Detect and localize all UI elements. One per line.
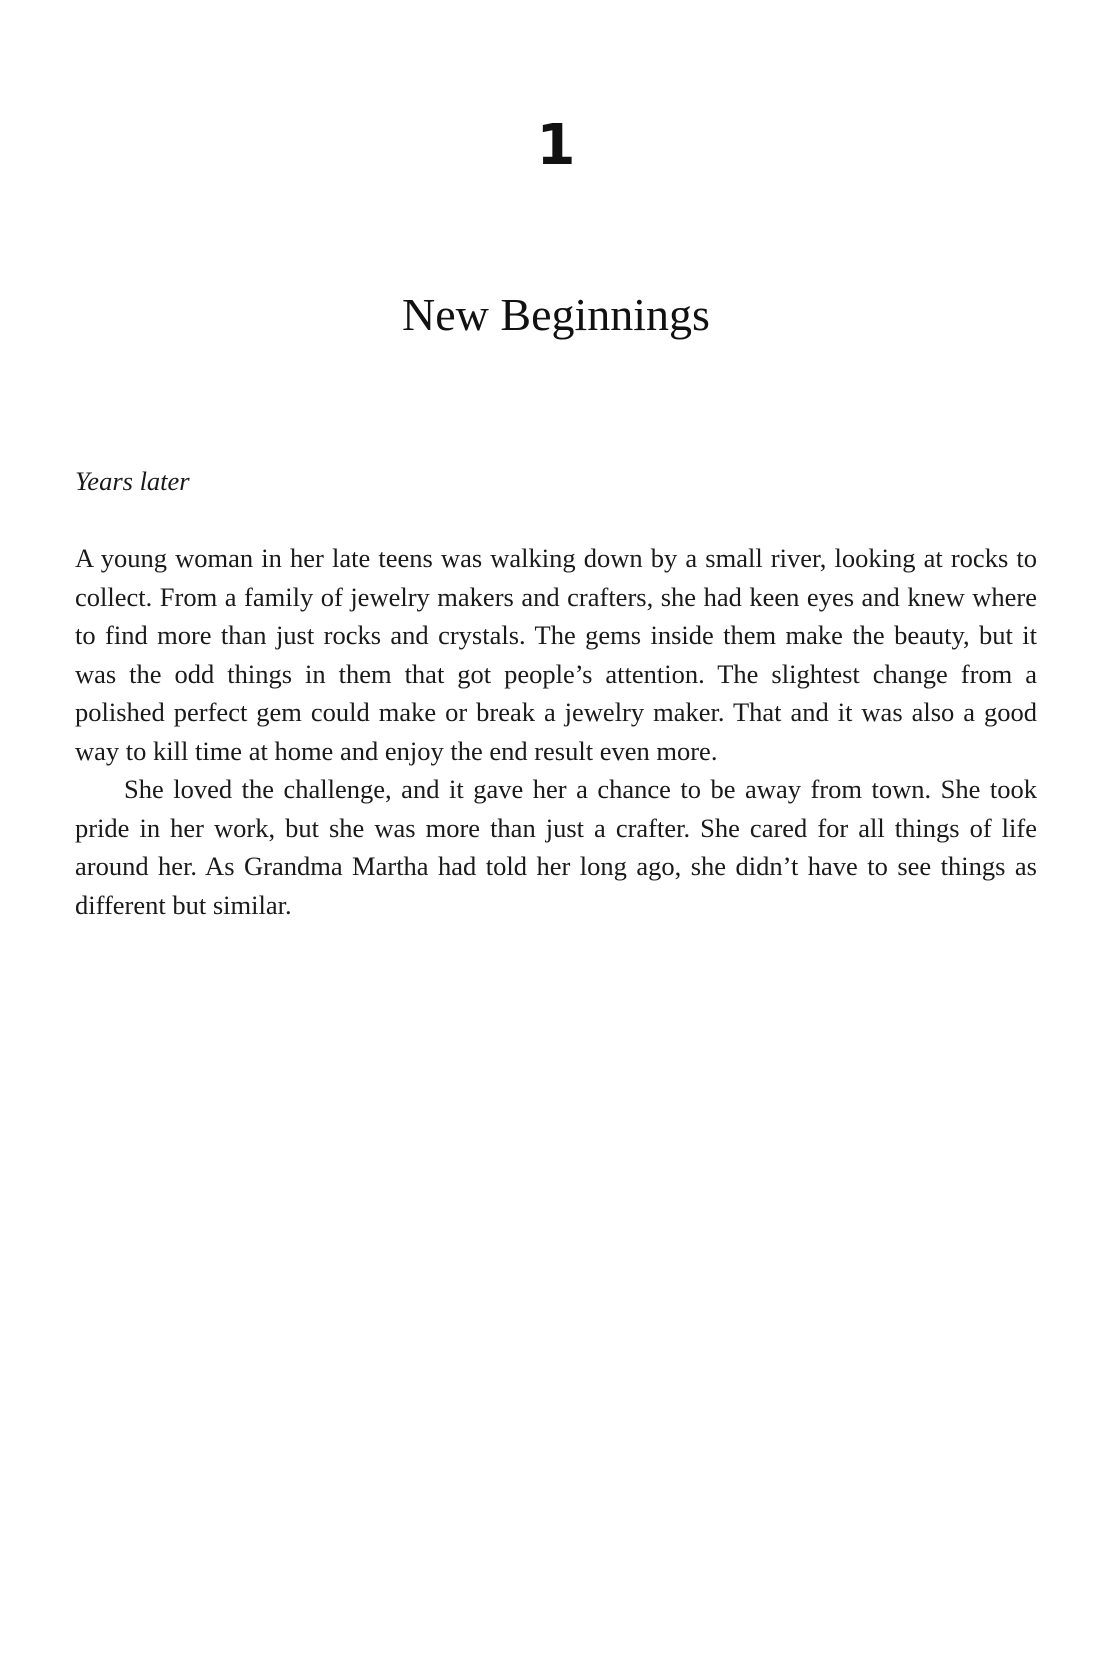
chapter-body [75,539,1037,924]
chapter-title: New Beginnings [402,289,710,340]
scene-heading: Years later [75,466,190,496]
paragraph: She loved the challenge, and it gave her a chance to be away from town. She took pride in her work, but she was more than just a crafter. She cared for all things of life around her. As Grandma Martha had told her long ago, she didn’t have to see things as different but similar. [75,774,1037,920]
paragraph: A young woman in her late teens was walking down by a small river, looking at rocks to collect. From a family of jewelry makers and crafters, she had keen eyes and knew where to find more than just rocks and crystals. The gems inside them make the beauty, but it was the odd things in them that got people’s attention. The slightest change from a polished perfect gem could make or break a jewelry maker. That and it was also a good way to kill time at home and enjoy the end result even more. [75,543,1037,766]
chapter-number: 1 [536,113,576,178]
